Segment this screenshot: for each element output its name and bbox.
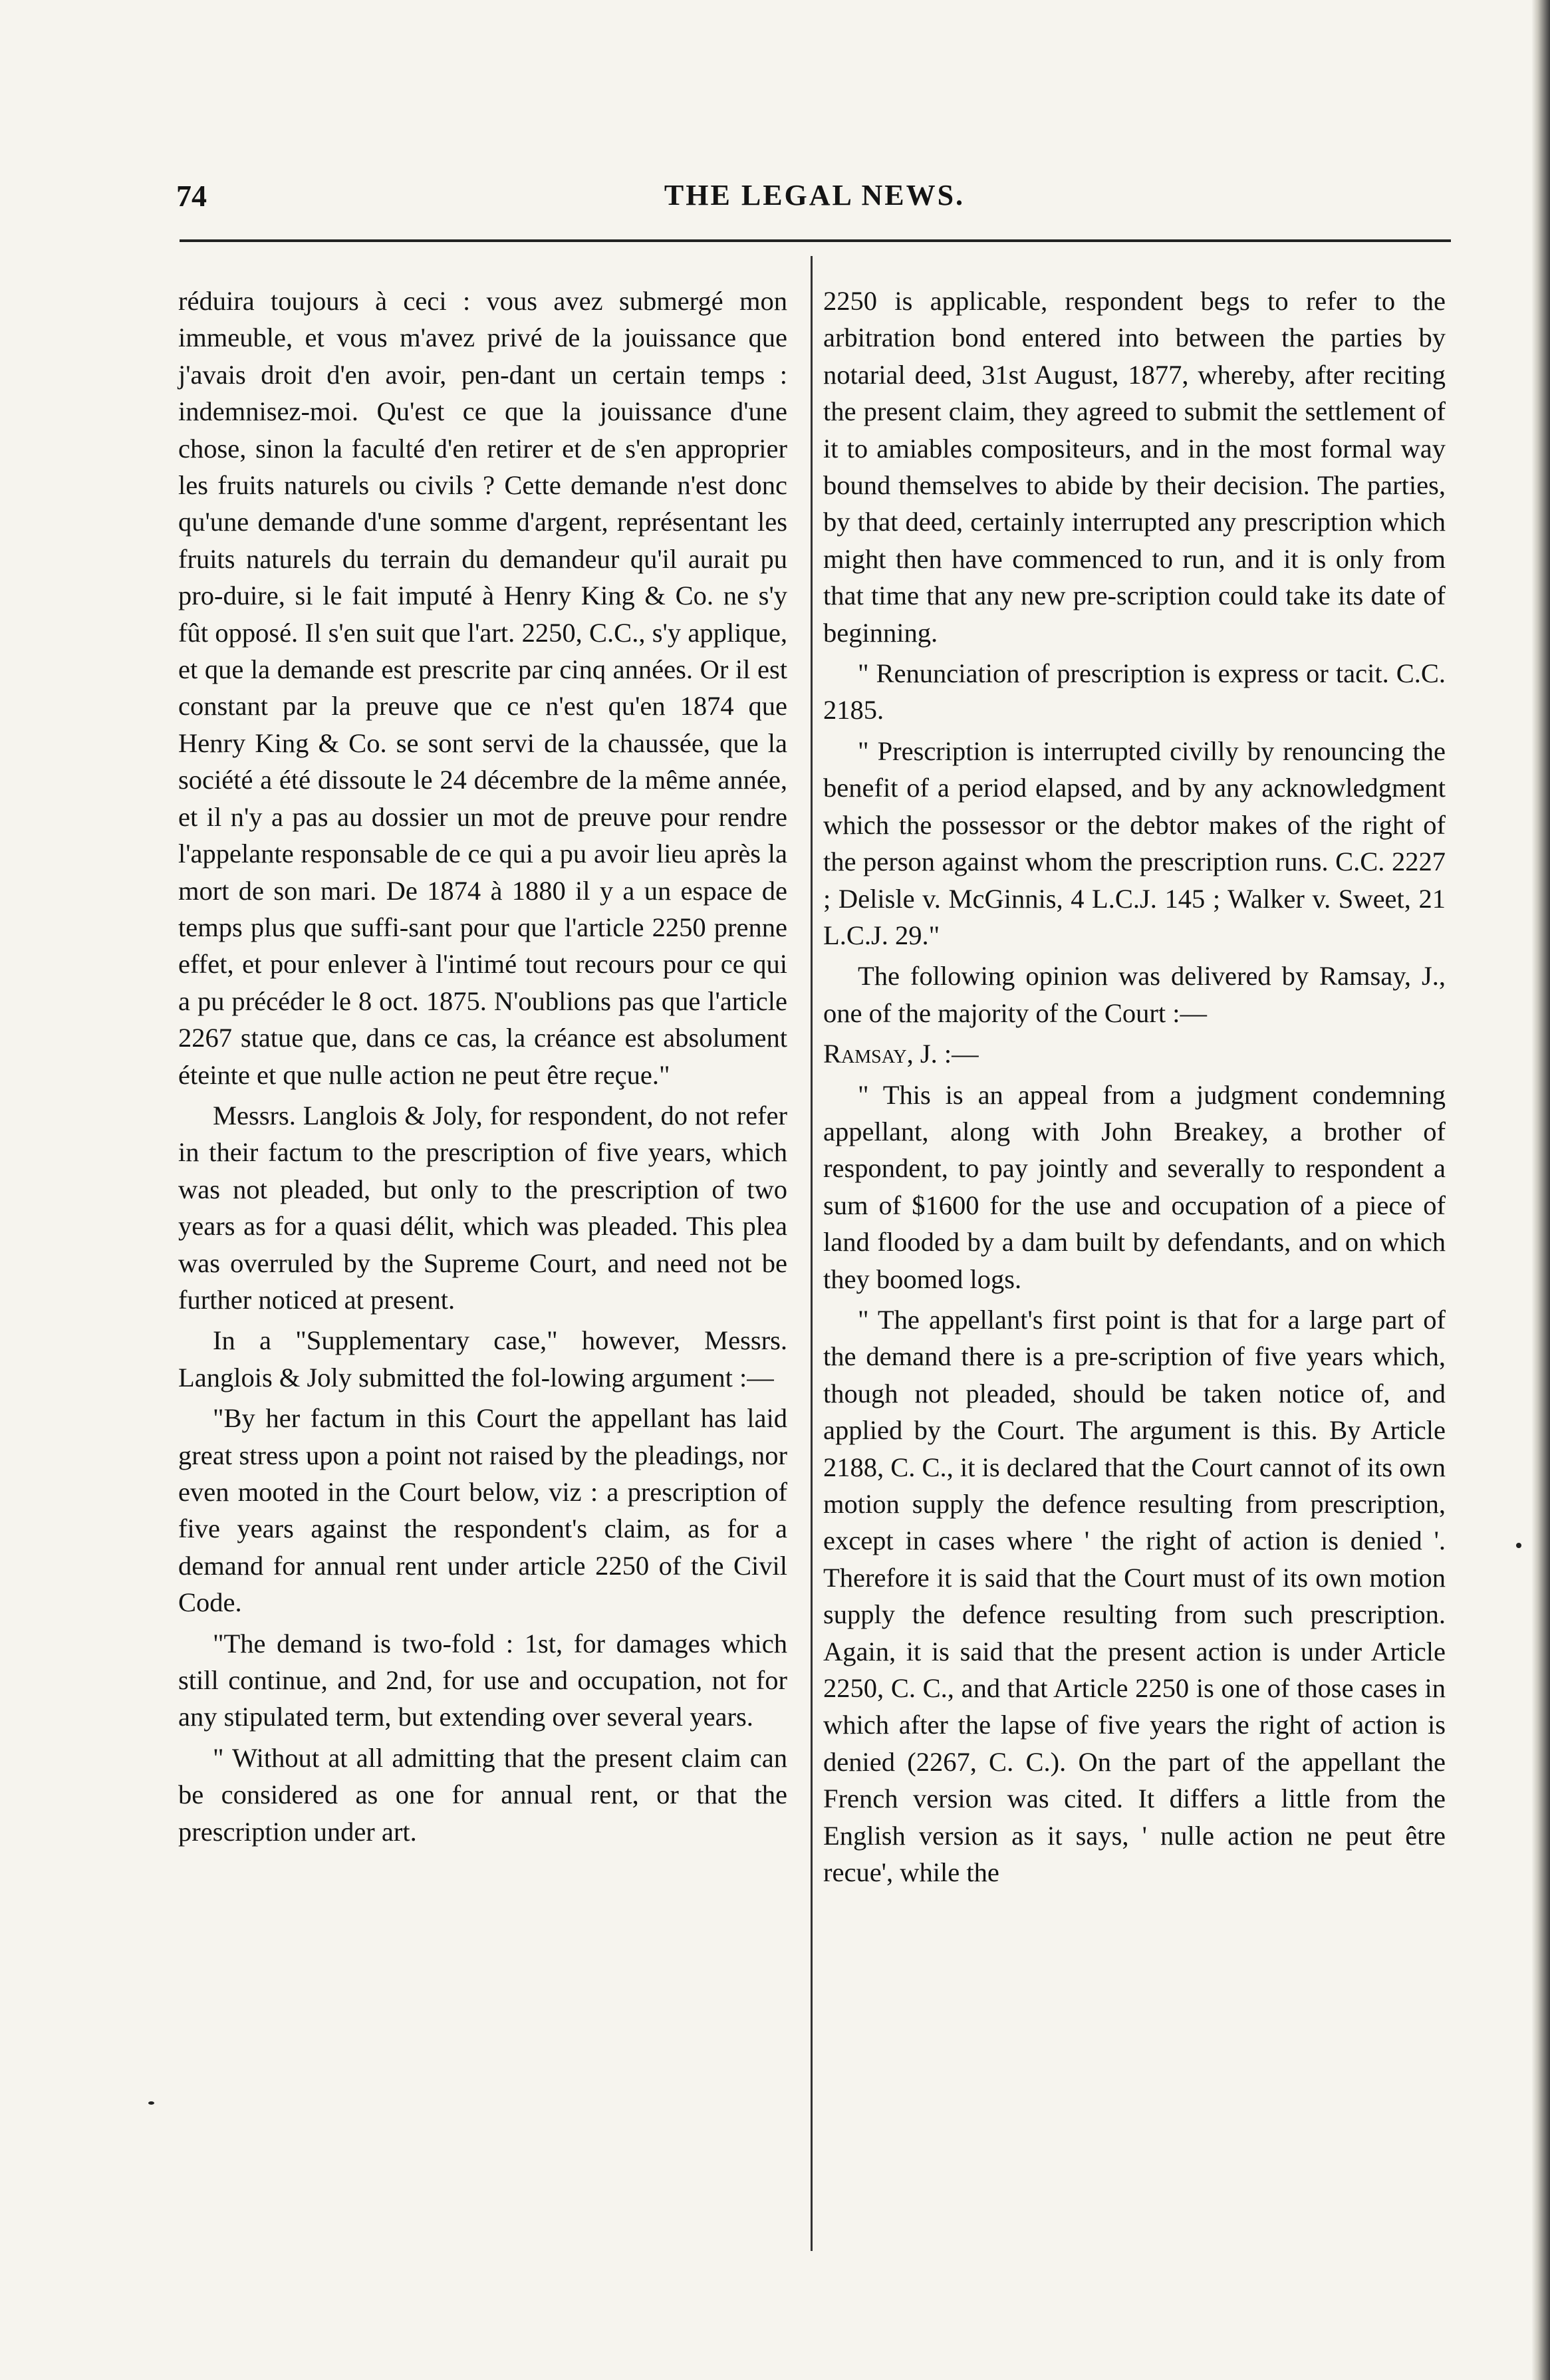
paragraph: " Renunciation of prescription is express or tacit. C.C. 2185. [823, 658, 1446, 726]
paragraph: " This is an appeal from a judgment condemning appellant, along with John Breakey, a brother of respondent, to pay jointly and severally to respondent a sum of $1600 for the use and occupation of a piece of land flooded by a dam built by defendants, and on which they boomed logs. [823, 1079, 1446, 1294]
paragraph: The following opinion was delivered by Ramsay, J., one of the majority of the Court :— [823, 961, 1446, 1028]
paragraph: "The demand is two-fold : 1st, for damages which still continue, and 2nd, for use and occupation, not for any stipulated term, but extending over several years. [178, 1628, 787, 1732]
ink-speck [148, 2101, 154, 2105]
paragraph: Messrs. Langlois & Joly, for respondent, do not refer in their factum to the prescription of five years, which was not pleaded, but only to the prescription of two years as for a quasi délit, which was pleaded. This plea was overruled by the Supreme Court, and need not be further noticed at present. [178, 1100, 787, 1315]
page-number: 74 [176, 179, 207, 213]
page-header [176, 178, 1453, 218]
paragraph: "By her factum in this Court the appellant has laid great stress upon a point not raised by the pleadings, nor even mooted in the Court below, viz : a prescription of five years against the respondent's claim, as for a demand for annual rent under article 2250 of the Civil Code. [178, 1403, 787, 1618]
scan-edge [1531, 0, 1550, 2380]
header-rule [180, 239, 1451, 242]
paragraph: réduira toujours à ceci : vous avez submergé mon immeuble, et vous m'avez privé de la jouissance que j'avais droit d'en avoir, pen-dant un certain temps : indemnisez-moi. Qu'est ce que la jouissance d'une chose, sinon la faculté d'en retirer et de s'en approprier les fruits naturels ou civils ? Cette demande n'est donc qu'une demande d'une somme d'argent, représentant les fruits naturels du terrain du demandeur qu'il aurait pu pro-duire, si le fait imputé à Henry King & Co. ne s'y fût opposé. Il s'en suit que l'art. 2250, C.C., s'y applique, et que la demande est prescrite par cinq années. Or il est constant par la preuve que ce n'est qu'en 1874 que Henry King & Co. se sont servi de la chaussée, que la société a été dissoute le 24 décembre de la même année, et il n'y a pas au dossier un mot de preuve pour rendre l'appelante responsable de ce qui a pu avoir lieu après la mort de son mari. De 1874 à 1880 il y a un espace de temps plus que suffi-sant pour que l'article 2250 prenne effet, et pour enlever à l'intimé tout recours pour ce qui a pu précéder le 8 oct. 1875. N'oublions pas que l'article 2267 statue que, dans ce cas, la créance est absolument éteinte et que nulle action ne peut être reçue." [178, 286, 787, 1090]
left-column [178, 283, 787, 1854]
paragraph: 2250 is applicable, respondent begs to refer to the arbitration bond entered into between the parties by notarial deed, 31st August, 1877, whereby, after reciting the present claim, they agreed to submit the settlement of it to amiables compositeurs, and in the most formal way bound themselves to abide by their decision. The parties, by that deed, certainly interrupted any prescription which might then have commenced to run, and it is only from that time that any new pre-scription could take its date of beginning. [823, 286, 1446, 648]
ink-speck [1516, 1543, 1521, 1548]
paragraph: In a "Supplementary case," however, Messrs. Langlois & Joly submitted the fol-lowing argument :— [178, 1325, 787, 1392]
paragraph: " Prescription is interrupted civilly by renouncing the benefit of a period elapsed, and by any acknowledgment which the possessor or the debtor makes of the right of the person against whom the prescription runs. C.C. 2227 ; Delisle v. McGinnis, 4 L.C.J. 145 ; Walker v. Sweet, 21 L.C.J. 29." [823, 735, 1446, 950]
right-column [823, 283, 1446, 1895]
column-divider [811, 256, 813, 2251]
judge-heading: Ramsay, J. :— [823, 1039, 979, 1069]
running-title: THE LEGAL NEWS. [664, 179, 966, 211]
paragraph: " The appellant's first point is that for a large part of the demand there is a pre-scription of five years which, though not pleaded, should be taken notice of, and applied by the Court. The argument is this. By Article 2188, C. C., it is declared that the Court cannot of its own motion supply the defence resulting from prescription, except in cases where ' the right of action is denied '. Therefore it is said that the Court must of its own motion supply the defence resulting from such prescription. Again, it is said that the present action is under Article 2250, C. C., and that Article 2250 is one of those cases in which after the lapse of five years the right of action is denied (2267, C. C.). On the part of the appellant the French version was cited. It differs a little from the English version as it says, ' nulle action ne peut être recue', while the [823, 1304, 1446, 1888]
paragraph: " Without at all admitting that the present claim can be considered as one for annual rent, or that the prescription under art. [178, 1742, 787, 1847]
